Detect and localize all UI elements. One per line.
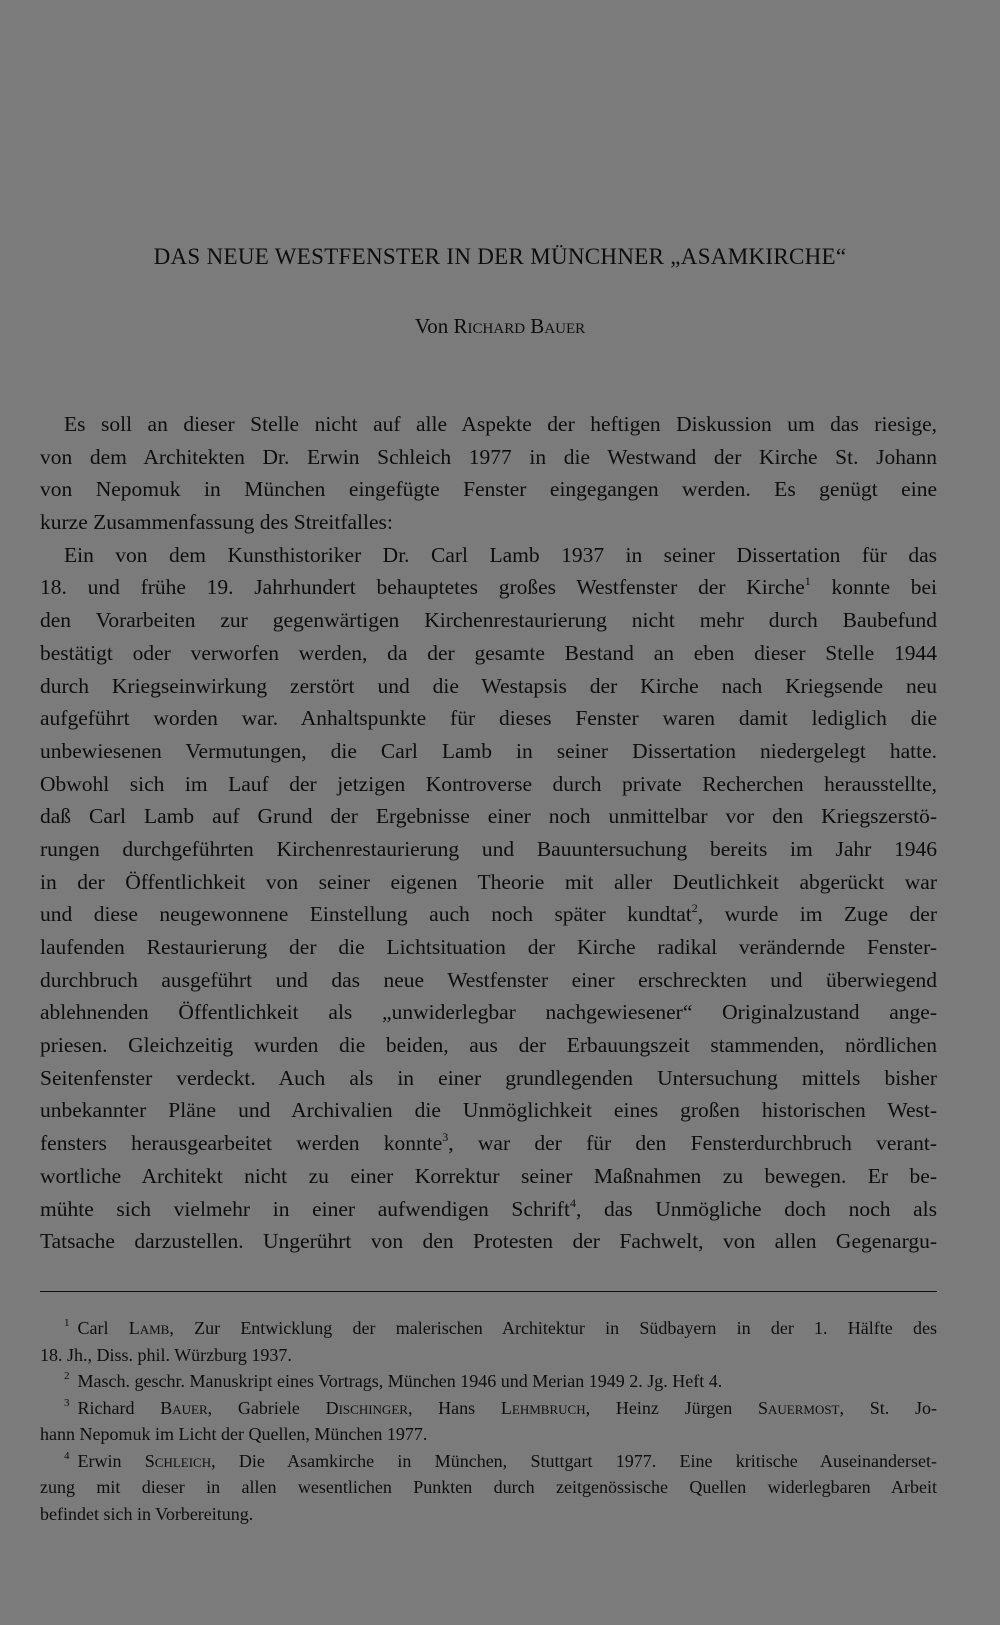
body-line: [40, 408, 937, 441]
body-line: [40, 866, 937, 899]
body-line-text: Obwohl sich im Lauf der jetzigen Kontroverse durch private Recherchen herausstellte,: [40, 771, 937, 796]
footnote-line: [40, 1421, 937, 1448]
body-line-text: bestätigt oder verworfen werden, da der gesamte Bestand an eben dieser Stelle 1944: [40, 640, 937, 665]
footnote-text: Richard: [77, 1397, 161, 1418]
body-line: [40, 473, 937, 506]
footnote-text: zung mit dieser in allen wesentlichen Punkten durch zeitgenössische Quellen widerlegbaren Arbeit: [40, 1477, 937, 1497]
footnote-line: [40, 1448, 937, 1475]
footnotes: [40, 1315, 937, 1527]
footnote-text: 18. Jh., Diss. phil. Würzburg 1937.: [40, 1344, 292, 1365]
body-line: [40, 898, 937, 931]
body-line-text-continued: , das Unmögliche doch noch als: [575, 1196, 937, 1221]
body-line-text: Tatsache darzustellen. Ungerührt von den Protesten der Fachwelt, von allen Gegenargu-: [40, 1229, 937, 1254]
byline-prefix: Von: [414, 314, 454, 338]
footnote-text: , Gabriele: [207, 1397, 326, 1418]
body-line-text: fensters herausgearbeitet werden konnte: [40, 1131, 443, 1156]
body-line-text: den Vorarbeiten zur gegenwärtigen Kirchenrestaurierung nicht mehr durch Baubefund: [40, 608, 937, 633]
footnote-text: Masch. geschr. Manuskript eines Vortrags, München 1946 und Merian 1949 2. Jg. Heft 4.: [77, 1371, 723, 1391]
byline: [0, 314, 1000, 339]
body-line: [40, 1094, 937, 1127]
body-line: [40, 506, 937, 539]
body-line: [40, 670, 937, 703]
footnote-text: Carl: [77, 1318, 129, 1338]
author-surname: Sauermost: [757, 1397, 840, 1418]
footnote-reference: 2: [691, 901, 698, 916]
body-line-text: durch Kriegseinwirkung zerstört und die Westapsis der Kirche nach Kriegsende neu: [40, 673, 937, 698]
footnote-text: , St. Jo-: [839, 1397, 937, 1418]
footnote-number: 2: [64, 1370, 70, 1382]
footnote-reference: 4: [569, 1195, 576, 1210]
author-surname: Schleich: [144, 1450, 212, 1471]
footnote-reference: 1: [804, 574, 811, 589]
body-line-text: und diese neugewonnene Einstellung auch noch später kundtat: [40, 902, 692, 927]
footnote-line: [40, 1395, 937, 1422]
body-line-text: in der Öffentlichkeit von seiner eigenen Theorie mit aller Deutlichkeit abgerückt war: [40, 869, 937, 894]
footnote-line: [40, 1342, 937, 1369]
body-line-text: Es soll an dieser Stelle nicht auf alle Aspekte der heftigen Diskussion um das riesige,: [64, 412, 937, 436]
body-line: [40, 441, 937, 474]
body-line: [40, 1160, 937, 1193]
body-line: [40, 539, 937, 572]
author-name: Richard Bauer: [453, 314, 586, 338]
body-line-text: von dem Architekten Dr. Erwin Schleich 1977 in die Westwand der Kirche St. Johann: [40, 444, 937, 469]
body-line: [40, 800, 937, 833]
body-line: [40, 1062, 937, 1095]
body-line-text: wortliche Architekt nicht zu einer Korrektur seiner Maßnahmen zu bewegen. Er be-: [40, 1163, 937, 1188]
body-line: [40, 571, 937, 604]
footnote-line: [40, 1368, 937, 1395]
body-line: [40, 833, 937, 866]
body-line: [40, 964, 937, 997]
body-line-text: unbewiesenen Vermutungen, die Carl Lamb in seiner Dissertation niedergelegt hatte.: [40, 738, 937, 763]
body-line: [40, 1225, 937, 1258]
body-line-text: ablehnenden Öffentlichkeit als „unwiderlegbar nachgewiesener“ Originalzustand ange-: [40, 1000, 937, 1025]
body-line: [40, 1029, 937, 1062]
footnote-rule: [40, 1291, 937, 1292]
body-line: [40, 768, 937, 801]
body-line-text-continued: , wurde im Zuge der: [697, 902, 937, 927]
footnote-text: , Hans: [407, 1397, 501, 1418]
body-line: [40, 702, 937, 735]
footnote-text: , Heinz Jürgen: [585, 1397, 758, 1418]
author-surname: Bauer: [160, 1397, 208, 1418]
footnote-text: befindet sich in Vorbereitung.: [40, 1503, 254, 1524]
body-line-text: priesen. Gleichzeitig wurden die beiden, aus der Erbauungszeit stammenden, nördlichen: [40, 1033, 937, 1058]
body-line: [40, 1193, 937, 1226]
body-line-text: aufgeführt worden war. Anhaltspunkte für dieses Fenster waren damit lediglich die: [40, 706, 937, 731]
footnote-text: , Die Asamkirche in München, Stuttgart 1977. Eine kritische Auseinanderset-: [211, 1450, 937, 1471]
footnote-line: [40, 1501, 937, 1528]
footnote-line: [40, 1474, 937, 1501]
body-line-text: mühte sich vielmehr in einer aufwendigen Schrift: [40, 1196, 570, 1221]
footnote-text: hann Nepomuk im Licht der Quellen, München 1977.: [40, 1424, 428, 1444]
body-line-text: 18. und frühe 19. Jahrhundert behauptetes großes Westfenster der Kirche: [40, 575, 805, 600]
body-line-text-continued: konnte bei: [810, 575, 937, 600]
footnote-number: 1: [64, 1317, 70, 1329]
footnote-line: [40, 1315, 937, 1342]
article-title: DAS NEUE WESTFENSTER IN DER MÜNCHNER „ASAMKIRCHE“: [153, 244, 847, 269]
footnote-text: , Zur Entwicklung der malerischen Architektur in Südbayern in der 1. Hälfte des: [169, 1318, 937, 1338]
body-line-text-continued: , war der für den Fensterdurchbruch verant-: [448, 1131, 937, 1156]
footnote-text: Erwin: [77, 1450, 145, 1471]
body-line: [40, 931, 937, 964]
body-line-text: durchbruch ausgeführt und das neue Westfenster einer erschreckten und überwiegend: [40, 967, 937, 992]
body-line: [40, 604, 937, 637]
body-line: [40, 996, 937, 1029]
footnote-reference: 3: [442, 1130, 449, 1145]
body-line-text: unbekannter Pläne und Archivalien die Unmöglichkeit eines großen historischen West-: [40, 1098, 937, 1123]
body-line-text: daß Carl Lamb auf Grund der Ergebnisse einer noch unmittelbar vor den Kriegszerstö-: [40, 804, 937, 829]
body-line: [40, 735, 937, 768]
body-line-text: laufenden Restaurierung der die Lichtsituation der Kirche radikal verändernde Fenster-: [40, 935, 937, 959]
body-line-text: Ein von dem Kunsthistoriker Dr. Carl Lamb 1937 in seiner Dissertation für das: [64, 542, 937, 567]
body-line-text: rungen durchgeführten Kirchenrestaurierung und Bauuntersuchung bereits im Jahr 1946: [40, 836, 937, 861]
body-line-text: Seitenfenster verdeckt. Auch als in einer grundlegenden Untersuchung mittels bisher: [40, 1065, 937, 1090]
body-line: [40, 637, 937, 670]
author-surname: Lamb: [128, 1318, 170, 1338]
author-surname: Dischinger: [325, 1397, 408, 1418]
body-line-text: von Nepomuk in München eingefügte Fenster eingegangen werden. Es genügt eine: [40, 477, 937, 502]
footnote-number: 4: [64, 1449, 70, 1462]
body-text: [40, 408, 937, 1258]
footnote-number: 3: [64, 1396, 70, 1409]
author-surname: Lehmbruch: [500, 1397, 586, 1418]
body-line: [40, 1127, 937, 1160]
body-line-text: kurze Zusammenfassung des Streitfalles:: [40, 510, 393, 535]
